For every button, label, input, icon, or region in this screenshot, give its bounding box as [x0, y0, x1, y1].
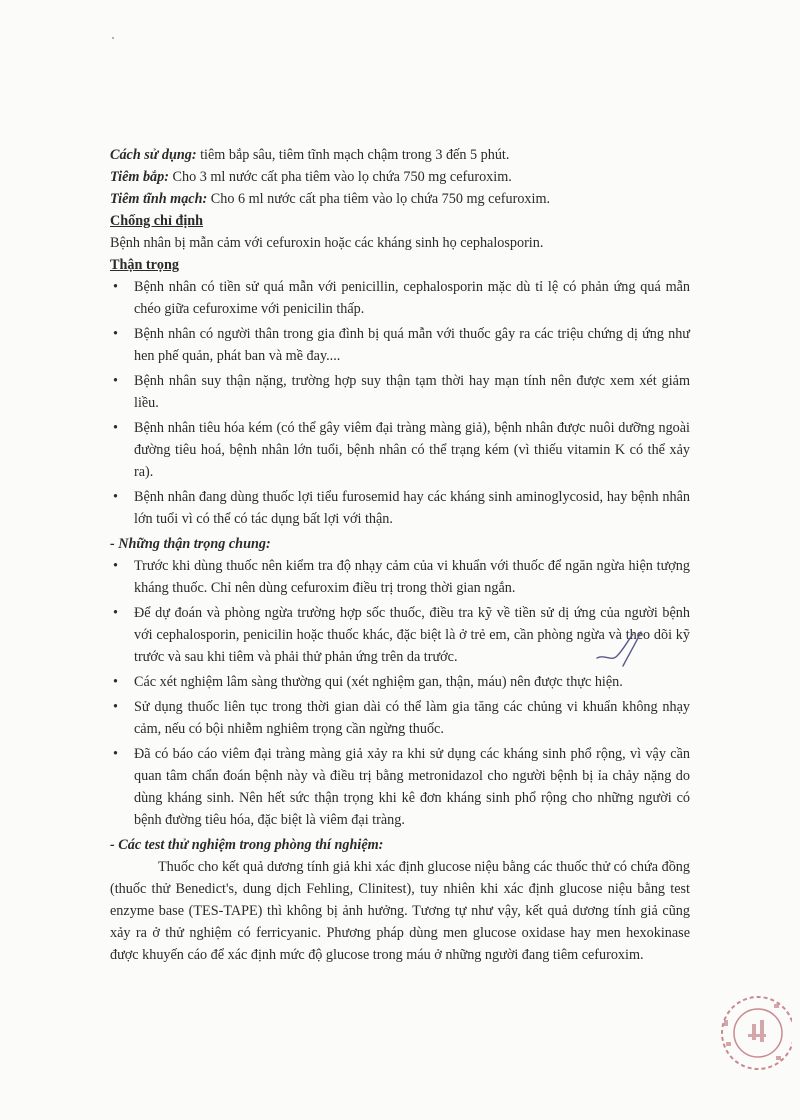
list-item-text: Bệnh nhân tiêu hóa kém (có thể gây viêm đại tràng màng giả), bệnh nhân được nuôi dưỡng ngoài đường tiêu hoá, bệnh nhân lớn tuổi, bệnh nhân có thể trạng kém (vì thiếu vitamin K có thể xảy ra). — [134, 420, 690, 480]
list-item-text: Đã có báo cáo viêm đại tràng màng giả xảy ra khi sử dụng các kháng sinh phổ rộng, vì vậy cần quan tâm chẩn đoán bệnh này và điều trị bằng metronidazol cho người bệnh bị ỉa chảy nặng do dùng kháng sinh. Nên hết sức thận trọng khi kê đơn kháng sinh phổ rộng cho những người có bệnh đường tiêu hóa, đặc biệt là viêm đại tràng. — [134, 746, 690, 828]
company-stamp-icon — [714, 990, 792, 1076]
list-item-text: Bệnh nhân có tiền sử quá mẫn với penicillin, cephalosporin mặc dù tỉ lệ có phản ứng quá mẫn chéo giữa cefuroxime với penicilin thấp. — [134, 279, 690, 317]
bullet-icon: • — [113, 605, 118, 621]
list-item — [110, 671, 690, 693]
precautions-heading: Thận trọng — [110, 257, 179, 273]
list-item-text: Bệnh nhân suy thận nặng, trường hợp suy thận tạm thời hay mạn tính nên được xem xét giảm liều. — [134, 373, 690, 411]
signature-mark-icon — [593, 628, 645, 672]
list-item — [110, 555, 690, 599]
bullet-icon: • — [113, 420, 118, 436]
iv-text: Cho 6 ml nước cất pha tiêm vào lọ chứa 750 mg cefuroxim. — [207, 191, 551, 207]
list-item-text: Các xét nghiệm lâm sàng thường qui (xét nghiệm gan, thận, máu) nên được thực hiện. — [134, 674, 623, 690]
bullet-icon: • — [113, 326, 118, 342]
im-text: Cho 3 ml nước cất pha tiêm vào lọ chứa 750 mg cefuroxim. — [168, 169, 512, 185]
precautions-list — [110, 276, 690, 530]
bullet-icon: • — [113, 279, 118, 295]
bullet-icon: • — [113, 746, 118, 762]
bullet-icon: • — [113, 373, 118, 389]
list-item — [110, 486, 690, 530]
general-heading: - Những thận trọng chung: — [110, 536, 271, 552]
bullet-icon: • — [113, 489, 118, 505]
usage-label: Cách sử dụng: — [110, 147, 197, 163]
list-item — [110, 417, 690, 483]
list-item-text: Sử dụng thuốc liên tục trong thời gian dài có thể làm gia tăng các chủng vi khuẩn không nhạy cảm, nếu có bội nhiễm nghiêm trọng cần ngừng thuốc. — [134, 699, 690, 737]
iv-label: Tiêm tĩnh mạch: — [110, 191, 208, 207]
scan-speck — [112, 37, 114, 39]
list-item — [110, 370, 690, 414]
usage-line — [110, 144, 690, 166]
bullet-icon: • — [113, 699, 118, 715]
list-item — [110, 323, 690, 367]
document-page — [110, 144, 690, 966]
bullet-icon: • — [113, 558, 118, 574]
contraindications-heading: Chống chỉ định — [110, 213, 204, 229]
list-item-text: Bệnh nhân có người thân trong gia đình bị quá mẫn với thuốc gây ra các triệu chứng dị ứng như hen phế quản, phát ban và mề đay.... — [134, 326, 690, 364]
lab-heading: - Các test thử nghiệm trong phòng thí nghiệm: — [110, 837, 384, 853]
stamp-rings — [722, 997, 792, 1069]
general-list — [110, 555, 690, 831]
iv-line — [110, 188, 690, 210]
im-line — [110, 166, 690, 188]
list-item — [110, 696, 690, 740]
list-item — [110, 276, 690, 320]
list-item-text: Bệnh nhân đang dùng thuốc lợi tiểu furosemid hay các kháng sinh aminoglycosid, hay bệnh nhân lớn tuổi vì có thể có tác dụng bất lợi với thận. — [134, 489, 690, 527]
list-item — [110, 743, 690, 831]
list-item-text: Trước khi dùng thuốc nên kiểm tra độ nhạy cảm của vi khuẩn với thuốc để ngăn ngừa hiện tượng kháng thuốc. Chỉ nên dùng cefuroxim điều trị trong thời gian ngắn. — [134, 558, 690, 596]
bullet-icon: • — [113, 674, 118, 690]
contraindications-text: Bệnh nhân bị mẫn cảm với cefuroxin hoặc các kháng sinh họ cephalosporin. — [110, 235, 544, 251]
usage-text: tiêm bắp sâu, tiêm tĩnh mạch chậm trong 3 đến 5 phút. — [196, 147, 510, 163]
lab-text: Thuốc cho kết quả dương tính giả khi xác định glucose niệu bằng các thuốc thử có chứa đồng (thuốc thử Benedict's, dung dịch Fehling, Clinitest), tuy nhiên khi xác định glucose niệu bằng test enzyme base (TES-TAPE) thì không bị ảnh hưởng. Tương tự như vậy, kết quả dương tính giả cũng xảy ra ở thử nghiệm có ferricyanic. Phương pháp dùng men glucose oxidase hay men hexokinase được khuyến cáo để xác định mức độ glucose trong máu ở những người đang tiêm cefuroxim. — [110, 859, 690, 963]
im-label: Tiêm bắp: — [110, 169, 169, 185]
list-item-text: Để dự đoán và phòng ngừa trường hợp sốc thuốc, điều tra kỹ về tiền sử dị ứng của người bệnh với cephalosporin, penicilin hoặc thuốc khác, đặc biệt là ở trẻ em, cần phòng ngừa và theo dõi kỹ trước và sau khi tiêm và phải thử phản ứng trên da trước. — [134, 605, 690, 665]
